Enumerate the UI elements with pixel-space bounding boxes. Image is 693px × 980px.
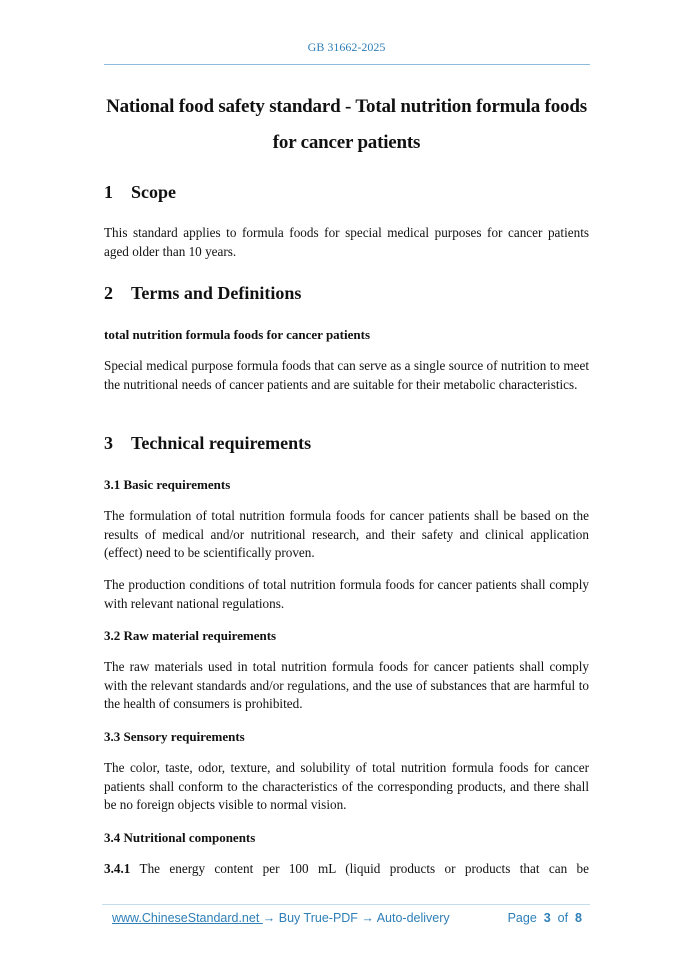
paragraph-3-2: The raw materials used in total nutrition formula foods for cancer patients shall comply with the relevant standards and/or regulations, and the use of substances that are harmful to the health of consumers is prohibited.: [104, 659, 589, 711]
footer-tagline: → Buy True-PDF → Auto-delivery: [262, 911, 450, 925]
subsection-heading-3-1: 3.1 Basic requirements: [104, 477, 231, 492]
section-heading-technical: [104, 433, 311, 454]
section-title: Technical requirements: [131, 433, 312, 453]
section-title: Terms and Definitions: [131, 283, 302, 303]
header-divider: [104, 64, 590, 65]
footer: [112, 911, 582, 925]
paragraph-3-3: The color, taste, odor, texture, and solubility of total nutrition formula foods for cancer patients shall conform to the characteristics of the corresponding products, and there shall be no foreign objects visible to normal vision.: [104, 760, 589, 812]
clause-number: 3.4.1: [104, 861, 131, 876]
section-number: 3: [104, 433, 113, 453]
paragraph-3-1-b: The production conditions of total nutrition formula foods for cancer patients shall comply with relevant national regulations.: [104, 577, 589, 611]
section-title: Scope: [131, 182, 176, 202]
page-indicator: Page 3 of 8: [507, 911, 582, 925]
standard-code-header: GB 31662-2025: [307, 40, 386, 54]
section-number: 2: [104, 283, 113, 303]
document-title-line2: for cancer patients: [272, 132, 421, 153]
footer-divider: [102, 904, 590, 905]
website-link[interactable]: www.ChineseStandard.net: [112, 911, 263, 925]
current-page: 3: [543, 911, 551, 925]
section-heading-terms: [104, 283, 301, 304]
subsection-heading-3-4: 3.4 Nutritional components: [104, 830, 256, 845]
clause-text: The energy content per 100 mL (liquid products or products that can be: [130, 861, 589, 876]
paragraph-3-4-1: [104, 860, 589, 879]
total-pages: 8: [575, 911, 582, 925]
section-number: 1: [104, 182, 113, 202]
subsection-heading-3-3: 3.3 Sensory requirements: [104, 729, 245, 744]
paragraph-3-1-a: The formulation of total nutrition formula foods for cancer patients shall be based on the results of medical and/or nutritional research, and their safety and clinical application (effect) need to be scientifically proven.: [104, 508, 589, 560]
term-definition: Special medical purpose formula foods that can serve as a single source of nutrition to meet the nutritional needs of cancer patients and are suitable for their metabolic characteristics.: [104, 358, 589, 392]
document-title-line1: National food safety standard - Total nutrition formula foods: [106, 96, 587, 117]
subsection-heading-3-2: 3.2 Raw material requirements: [104, 628, 277, 643]
scope-paragraph: This standard applies to formula foods for special medical purposes for cancer patients aged older than 10 years.: [104, 225, 589, 259]
section-heading-scope: [104, 182, 176, 203]
term-heading: total nutrition formula foods for cancer patients: [104, 327, 370, 342]
